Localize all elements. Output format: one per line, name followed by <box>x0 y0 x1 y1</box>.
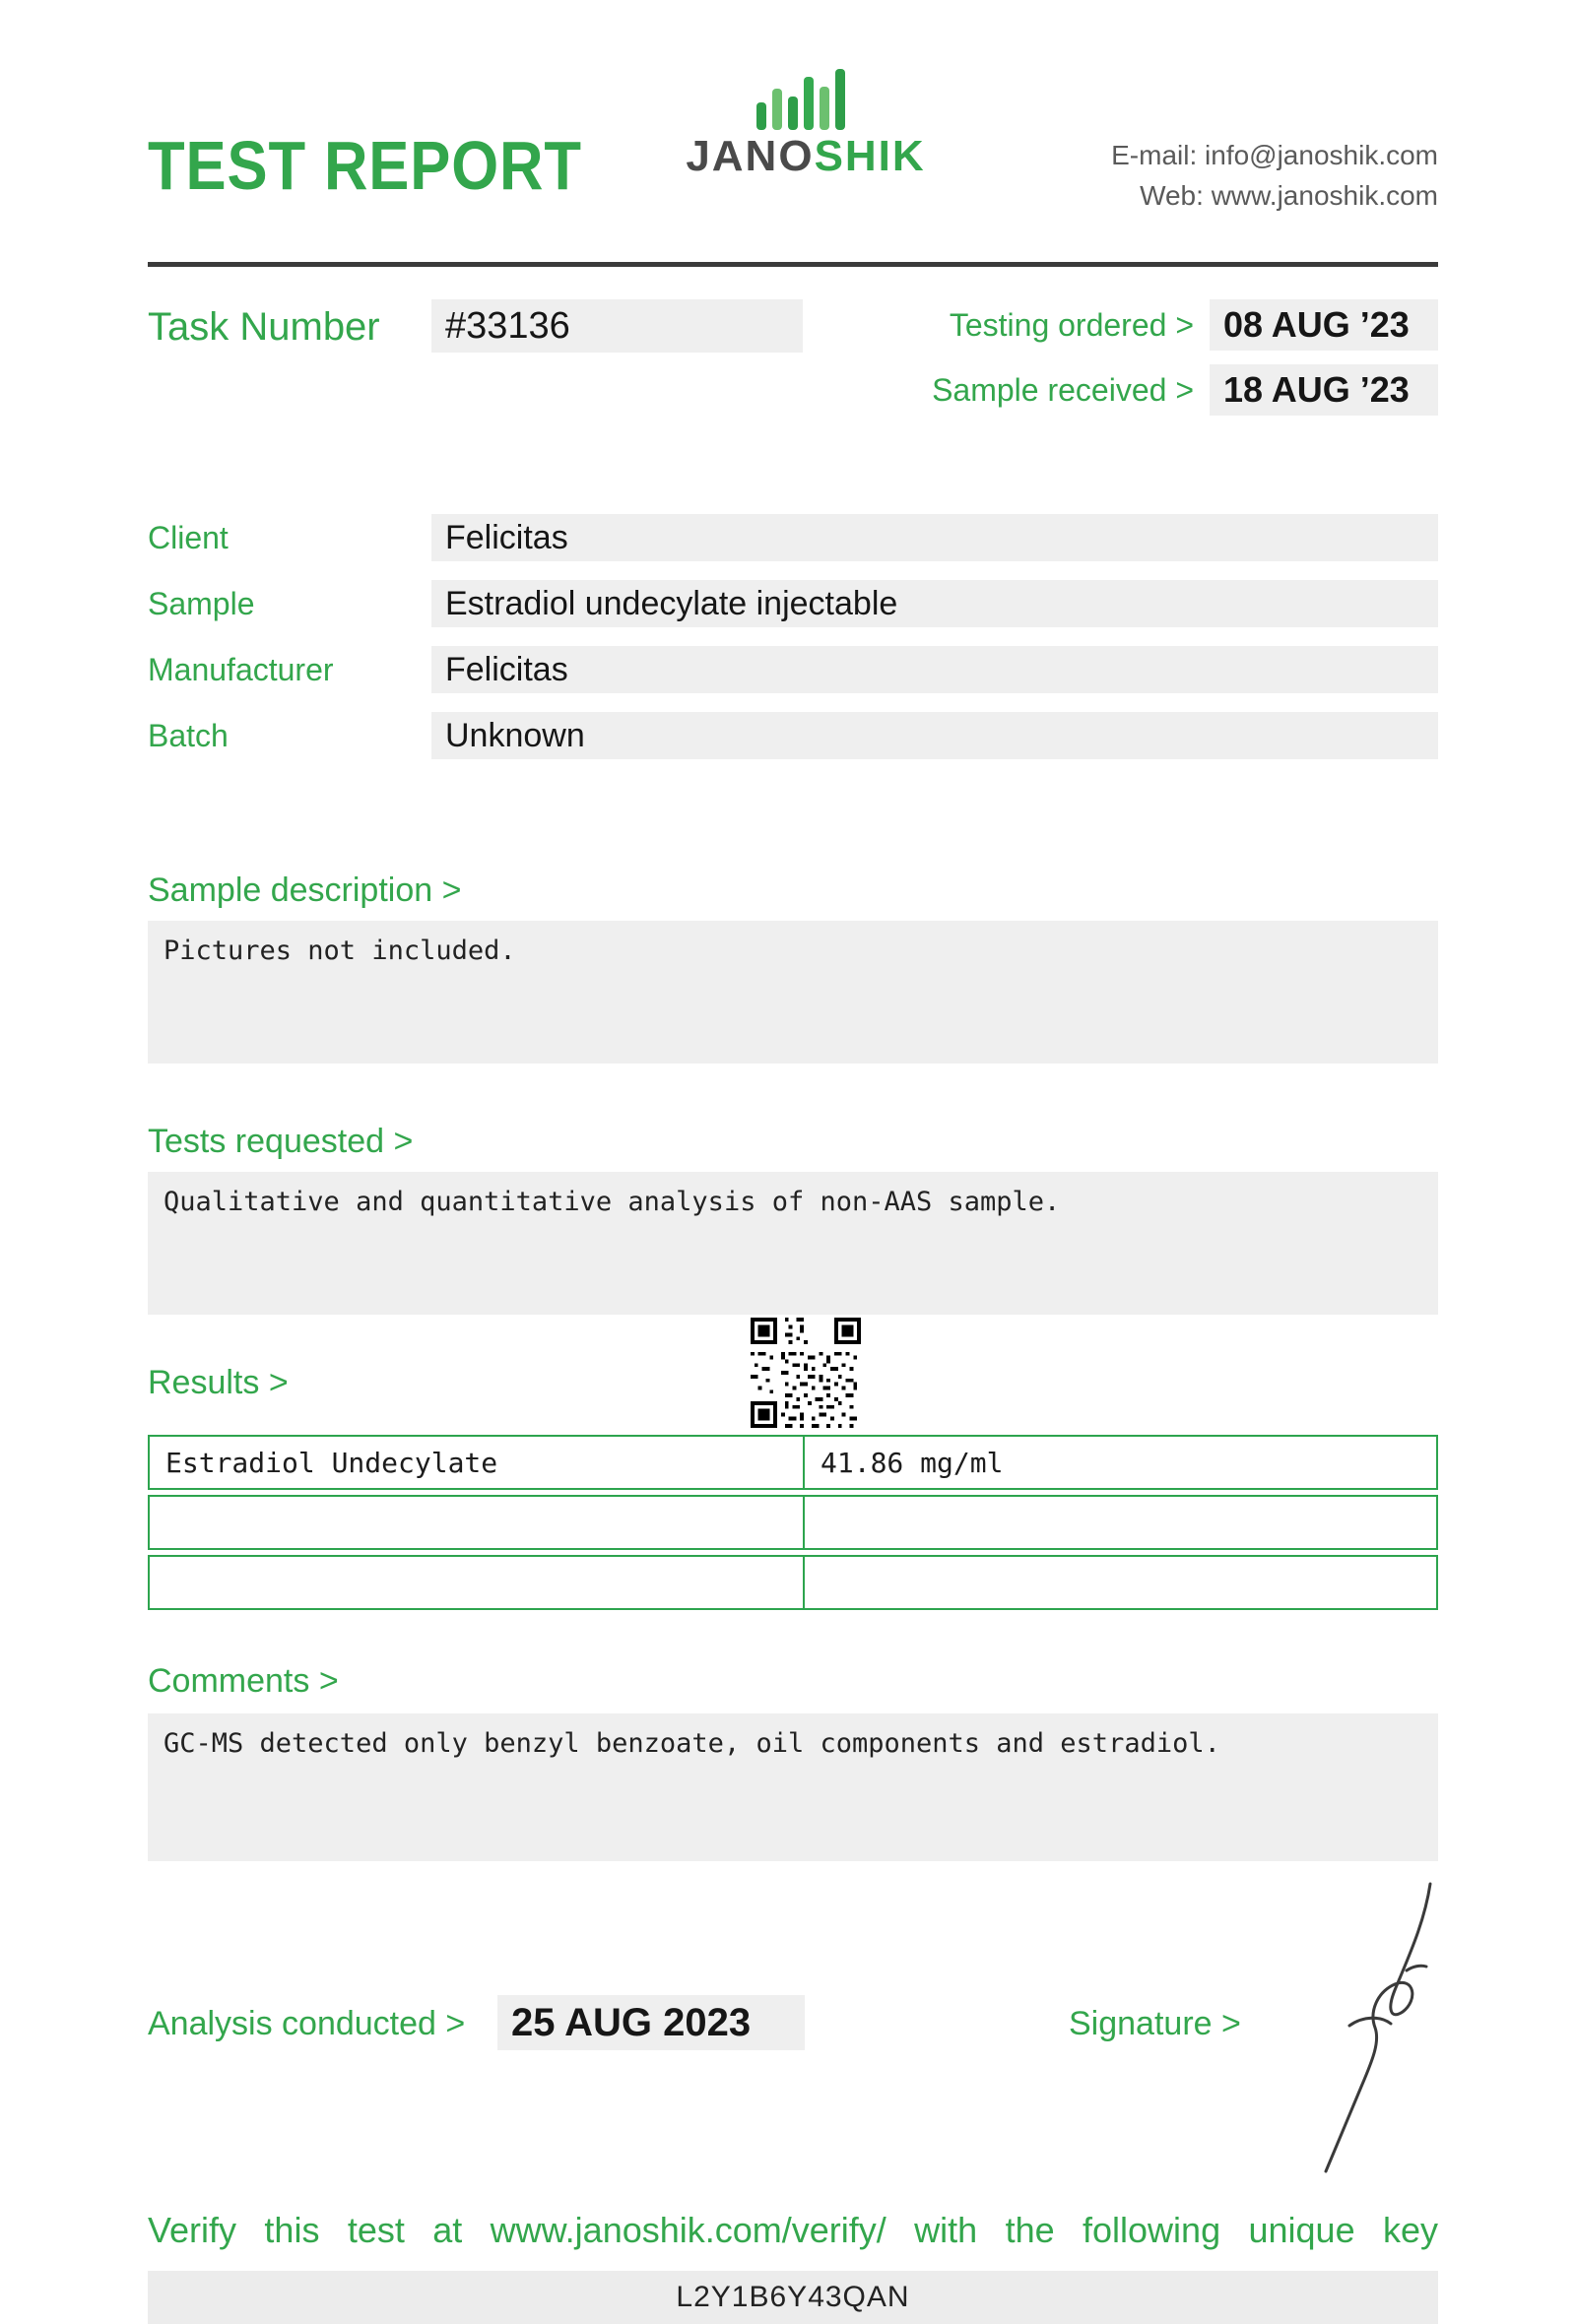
date-row-testing-ordered <box>950 299 1438 351</box>
section-heading-tests-requested: Tests requested > <box>148 1123 414 1160</box>
logo-text <box>678 132 934 181</box>
sample-label: Sample <box>148 586 255 621</box>
section-heading-results: Results > <box>148 1364 289 1401</box>
section-heading-comments: Comments > <box>148 1662 339 1700</box>
sample-value: Estradiol undecylate injectable <box>431 580 1438 627</box>
table-row <box>148 1555 1438 1610</box>
field-row-sample <box>148 580 1438 627</box>
verify-text: Verify this test at www.janoshik.com/verify/ with the following unique key <box>148 2210 1438 2250</box>
unique-key-value: L2Y1B6Y43QAN <box>676 2281 910 2313</box>
contact-web: Web: www.janoshik.com <box>1140 179 1438 211</box>
result-value-cell: 41.86 mg/ml <box>803 1435 1438 1490</box>
sample-received-label: Sample received > <box>932 371 1194 408</box>
contact-email: E-mail: info@janoshik.com <box>1111 140 1438 170</box>
date-row-sample-received <box>932 364 1438 416</box>
unique-key-box <box>148 2271 1438 2324</box>
analysis-conducted-label: Analysis conducted > <box>148 2005 466 2042</box>
result-value-cell <box>803 1555 1438 1610</box>
qr-code <box>751 1318 861 1428</box>
signature-label: Signature > <box>1069 2005 1241 2042</box>
bar-chart-icon <box>747 69 865 130</box>
page-title: TEST REPORT <box>148 127 582 204</box>
testing-ordered-value: 08 AUG ’23 <box>1210 299 1438 351</box>
client-label: Client <box>148 520 229 555</box>
result-value-cell <box>803 1495 1438 1550</box>
analysis-date-value: 25 AUG 2023 <box>497 1995 805 2050</box>
field-row-client <box>148 514 1438 561</box>
section-heading-sample-description: Sample description > <box>148 872 462 909</box>
contact-block <box>1111 136 1438 216</box>
results-table <box>148 1430 1438 1615</box>
sample-received-value: 18 AUG ’23 <box>1210 364 1438 416</box>
field-row-batch <box>148 712 1438 759</box>
batch-value: Unknown <box>431 712 1438 759</box>
fields-block <box>148 514 1438 778</box>
table-row <box>148 1435 1438 1490</box>
dates-block <box>932 299 1438 416</box>
handwritten-signature <box>1280 1876 1468 2181</box>
task-number-label: Task Number <box>148 305 380 349</box>
sample-description-box: Pictures not included. <box>148 921 1438 1064</box>
testing-ordered-label: Testing ordered > <box>949 306 1194 343</box>
logo-text-jano: JANO <box>686 132 815 180</box>
comments-box: GC-MS detected only benzyl benzoate, oil components and estradiol. <box>148 1713 1438 1861</box>
client-value: Felicitas <box>431 514 1438 561</box>
field-row-manufacturer <box>148 646 1438 693</box>
header-divider <box>148 262 1438 267</box>
result-name-cell <box>148 1495 803 1550</box>
task-number-value: #33136 <box>431 299 803 353</box>
batch-label: Batch <box>148 718 229 753</box>
table-row <box>148 1495 1438 1550</box>
logo-text-shik: SHIK <box>814 132 926 180</box>
result-name-cell <box>148 1555 803 1610</box>
janoshik-logo <box>678 69 934 181</box>
manufacturer-value: Felicitas <box>431 646 1438 693</box>
manufacturer-label: Manufacturer <box>148 652 334 687</box>
tests-requested-box: Qualitative and quantitative analysis of non-AAS sample. <box>148 1172 1438 1315</box>
result-name-cell: Estradiol Undecylate <box>148 1435 803 1490</box>
